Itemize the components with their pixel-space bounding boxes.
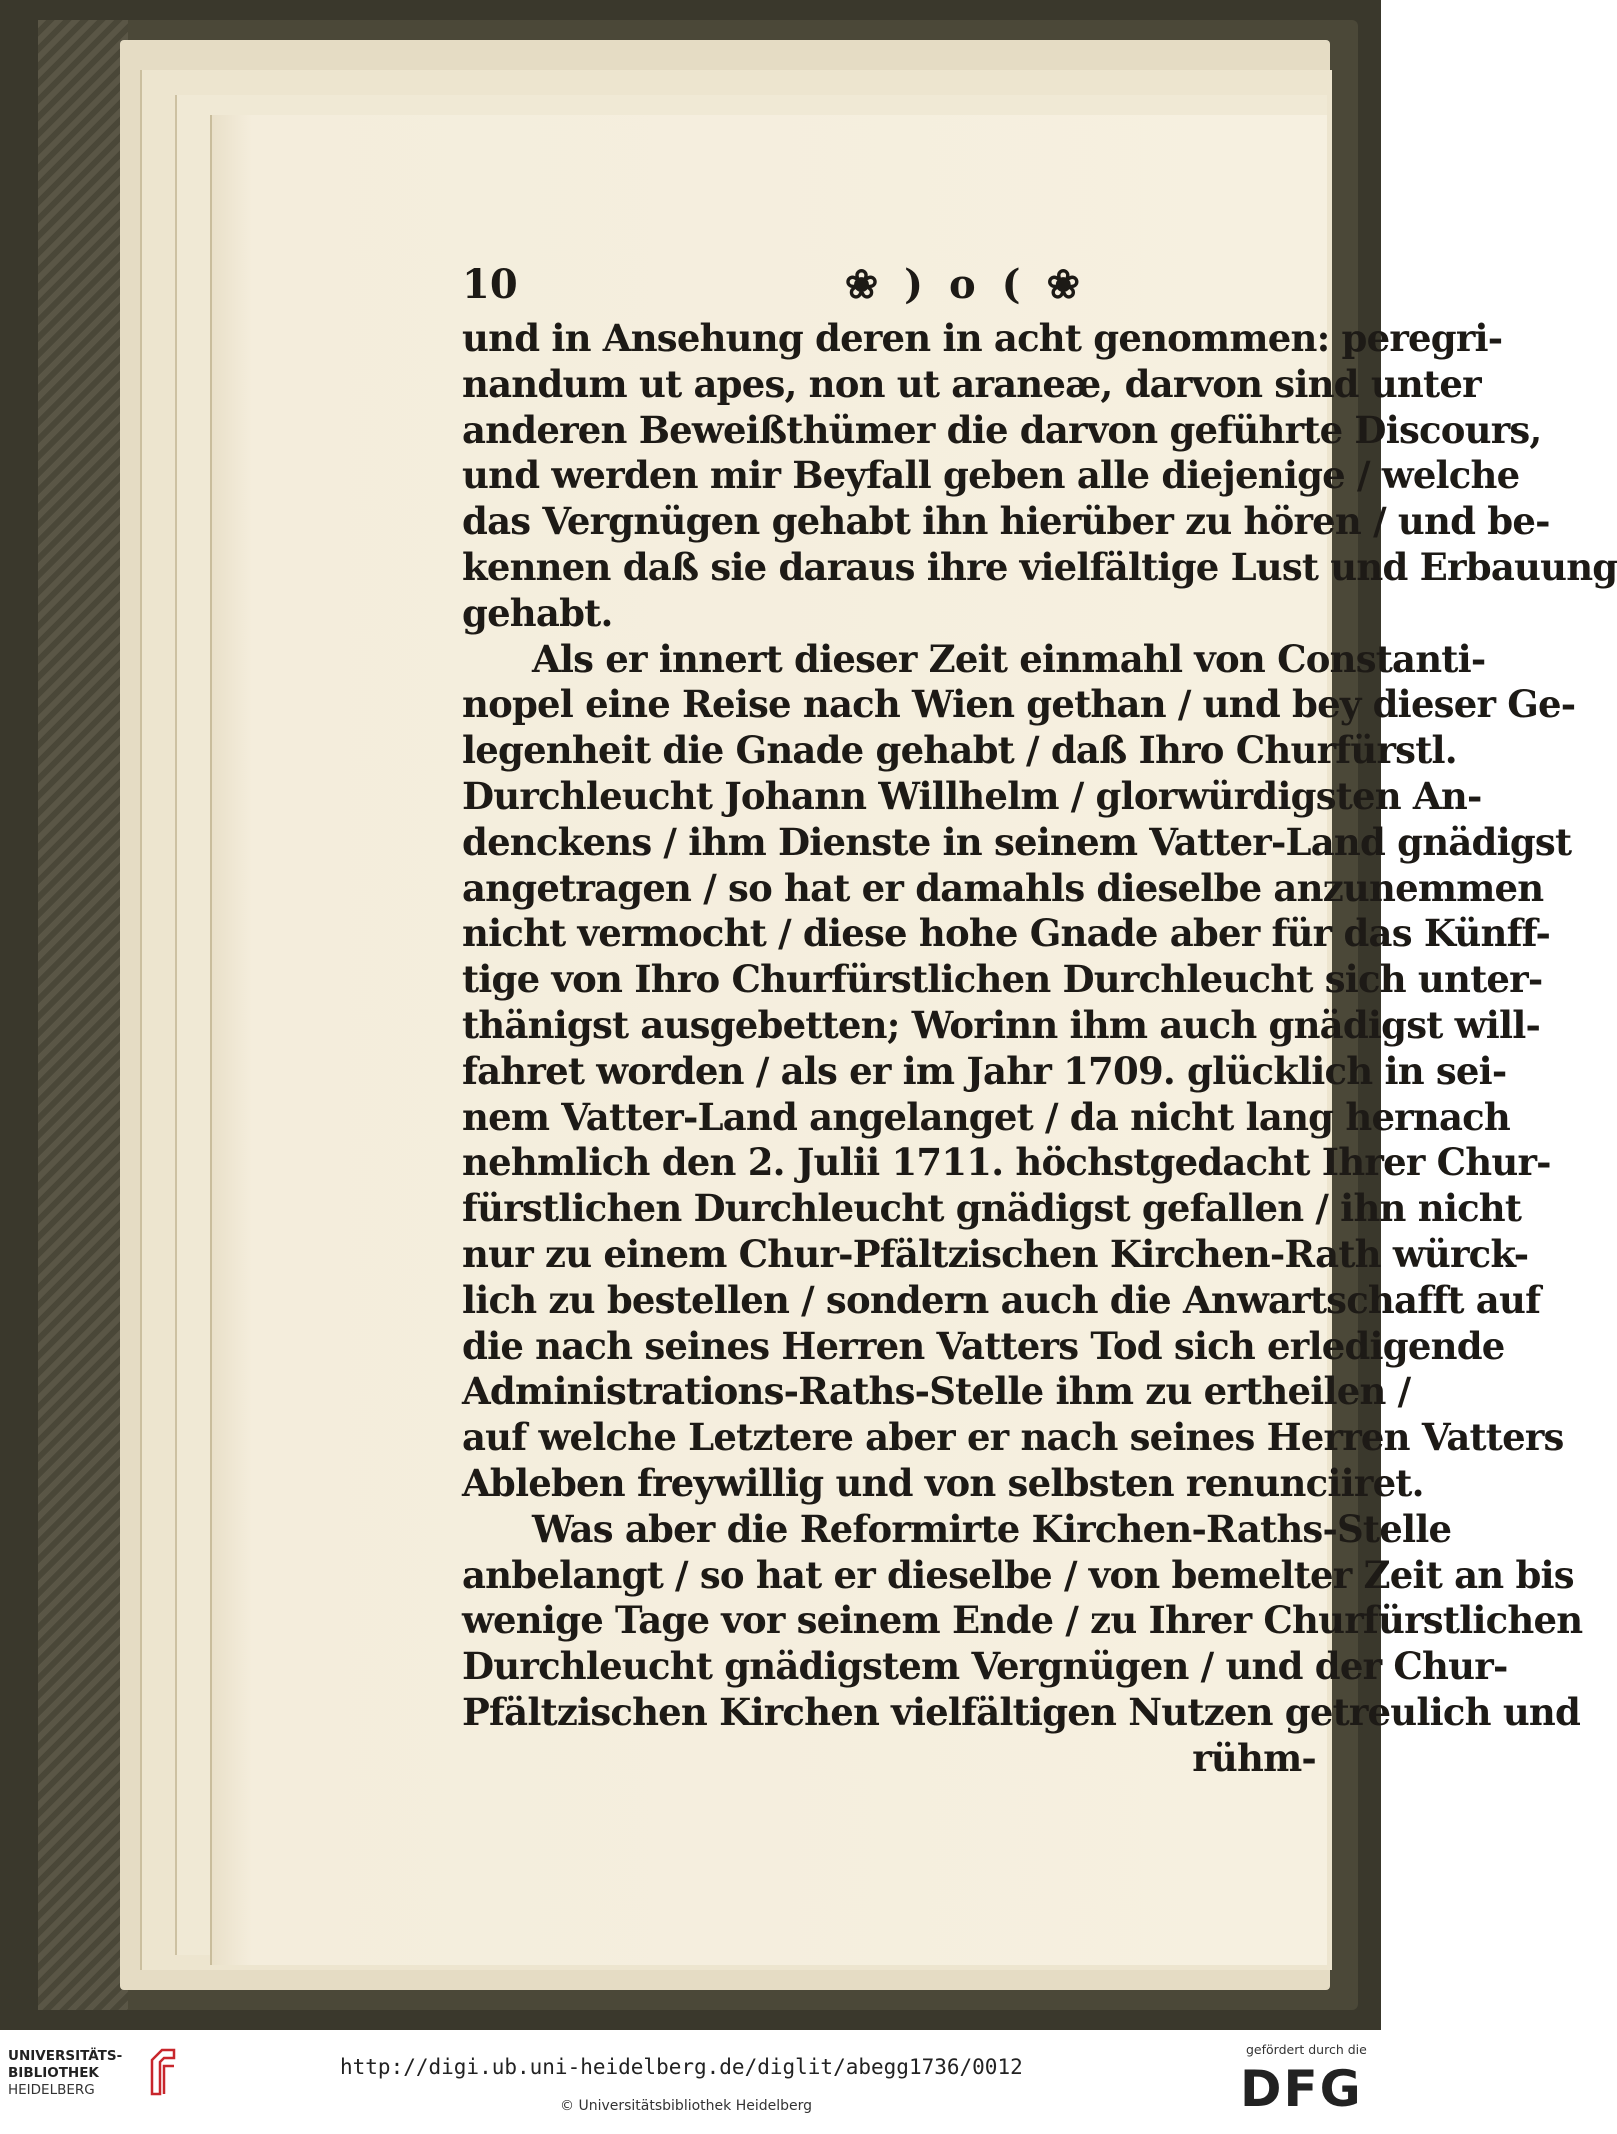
library-line: UNIVERSITÄTS-	[8, 2048, 123, 2064]
text-line: das Vergnügen gehabt ihn hierüber zu hören / und be-	[462, 499, 1550, 544]
text-line: nur zu einem Chur-Pfältzischen Kirchen-Rath würck-	[462, 1231, 1529, 1276]
text-line: nopel eine Reise nach Wien gethan / und bey dieser Ge-	[462, 682, 1576, 727]
viewer-footer	[0, 2030, 1381, 2134]
text-line: Als er innert dieser Zeit einmahl von Constanti-	[532, 636, 1486, 681]
text-line: gehabt.	[462, 590, 613, 635]
dfg-logo: DFG	[1240, 2060, 1363, 2118]
copyright-notice: © Universitätsbibliothek Heidelberg	[560, 2098, 813, 2114]
text-line: die nach seines Herren Vatters Tod sich erledigende	[462, 1323, 1505, 1368]
text-line: nandum ut apes, non ut araneæ, darvon sind unter	[462, 361, 1481, 406]
cover-board-texture	[38, 20, 128, 2010]
text-line: fahret worden / als er im Jahr 1709. glücklich in sei-	[462, 1048, 1507, 1093]
text-line: anderen Beweißthümer die darvon geführte Discours,	[462, 407, 1542, 452]
text-line: kennen daß sie daraus ihre vielfältige Lust und Erbauung	[462, 544, 1617, 589]
text-line: Pfältzischen Kirchen vielfältigen Nutzen getreulich und	[462, 1689, 1581, 1734]
funding-caption: gefördert durch die	[1246, 2042, 1367, 2057]
text-line: Ableben freywillig und von selbsten renunciiret.	[462, 1460, 1424, 1505]
page-header	[462, 258, 1316, 310]
text-line: fürstlichen Durchleucht gnädigst gefallen / ihn nicht	[462, 1186, 1522, 1231]
text-line: nehmlich den 2. Julii 1711. höchstgedacht Ihrer Chur-	[462, 1140, 1551, 1185]
page-number: 10	[462, 260, 518, 308]
page-text	[462, 258, 1617, 1782]
text-line: auf welche Letztere aber er nach seines Herren Vatters	[462, 1415, 1564, 1460]
text-line: wenige Tage vor seinem Ende / zu Ihrer Churfürstlichen	[462, 1598, 1583, 1643]
library-line: HEIDELBERG	[8, 2082, 95, 2098]
text-line: angetragen / so hat er damahls dieselbe anzunemmen	[462, 865, 1544, 910]
text-line: legenheit die Gnade gehabt / daß Ihro Churfürstl.	[462, 728, 1457, 773]
text-line: nicht vermocht / diese hohe Gnade aber für das Künff-	[462, 911, 1551, 956]
text-line: anbelangt / so hat er dieselbe / von bemelter Zeit an bis	[462, 1552, 1574, 1597]
text-line: und in Ansehung deren in acht genommen: peregri-	[462, 316, 1503, 360]
library-line: BIBLIOTHEK	[8, 2065, 99, 2081]
permalink-url[interactable]: http://digi.ub.uni-heidelberg.de/diglit/abegg1736/0012	[340, 2055, 1023, 2079]
text-line: Administrations-Raths-Stelle ihm zu ertheilen /	[462, 1369, 1411, 1414]
text-line: nem Vatter-Land angelanget / da nicht lang hernach	[462, 1094, 1510, 1139]
text-line: tige von Ihro Churfürstlichen Durchleucht sich unter-	[462, 957, 1543, 1002]
header-ornament: ❀ ) o ( ❀	[844, 260, 1086, 308]
text-line: Durchleucht gnädigstem Vergnügen / und der Chur-	[462, 1644, 1508, 1689]
text-line: Durchleucht Johann Willhelm / glorwürdigsten An-	[462, 773, 1482, 818]
catchword: rühm-	[1192, 1735, 1316, 1780]
library-logo-icon	[148, 2046, 178, 2098]
text-line: Was aber die Reformirte Kirchen-Raths-Stelle	[532, 1506, 1452, 1551]
text-line: denckens / ihm Dienste in seinem Vatter-Land gnädigst	[462, 819, 1572, 864]
library-name	[8, 2048, 148, 2099]
text-line: lich zu bestellen / sondern auch die Anwartschafft auf	[462, 1277, 1541, 1322]
text-line: thänigst ausgebetten; Worinn ihm auch gnädigst will-	[462, 1002, 1541, 1047]
text-line: und werden mir Beyfall geben alle diejenige / welche	[462, 453, 1520, 498]
